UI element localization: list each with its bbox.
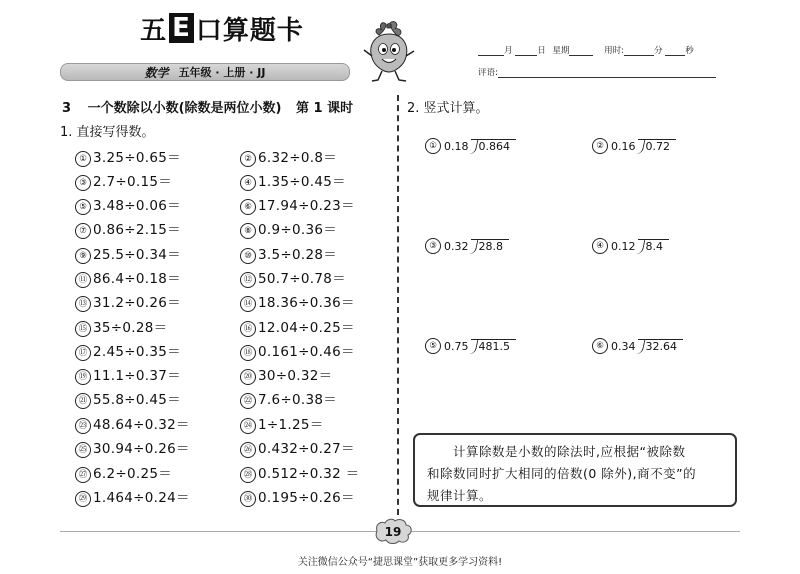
oral-problem: ⑳ 30÷0.32＝ <box>240 364 332 385</box>
dividend: 0.72 <box>638 139 677 154</box>
second-blank[interactable] <box>665 45 685 56</box>
mascot-illustration <box>360 20 418 84</box>
long-division-problem: ③ 0.32 28.8 <box>425 238 509 254</box>
oral-problem: ㉑ 55.8÷0.45＝ <box>75 388 181 409</box>
time-used-label: 用时: <box>604 46 625 56</box>
oral-problem: ㉗ 6.2÷0.25＝ <box>75 462 172 483</box>
long-division-problem: ⑤ 0.75 481.5 <box>425 338 516 354</box>
long-division-problem: ⑥ 0.34 32.64 <box>592 338 683 354</box>
oral-problem: ㉙ 1.464÷0.24＝ <box>75 486 190 507</box>
oral-problem: ⑯ 12.04÷0.25＝ <box>240 316 355 337</box>
minute-blank[interactable] <box>624 45 654 56</box>
oral-problem: ⑧ 0.9÷0.36＝ <box>240 218 337 239</box>
subject-label: 数学 <box>144 65 169 80</box>
oral-problem: ㉓ 48.64÷0.32＝ <box>75 413 190 434</box>
tip-box <box>413 433 737 507</box>
oral-problem: ⑥ 17.94÷0.23＝ <box>240 194 355 215</box>
lesson-number: 3 <box>62 101 72 116</box>
divisor: 0.75 <box>444 339 469 353</box>
oral-problem: ㉒ 7.6÷0.38＝ <box>240 388 337 409</box>
oral-problem: ⑲ 11.1÷0.37＝ <box>75 364 181 385</box>
oral-problem: ⑭ 18.36÷0.36＝ <box>240 291 355 312</box>
oral-problem: ⑦ 0.86÷2.15＝ <box>75 218 181 239</box>
tip-line-2: 和除数同时扩大相同的倍数(0 除外),商不变”的 <box>427 466 697 481</box>
footer-note: 关注微信公众号“捷思课堂”获取更多学习资料! <box>297 557 503 568</box>
comment-label: 评语: <box>478 68 498 78</box>
lesson-name: 一个数除以小数(除数是两位小数) <box>87 101 282 116</box>
week-blank[interactable] <box>569 45 593 56</box>
long-division-problem: ② 0.16 0.72 <box>592 138 676 154</box>
oral-problem: ① 3.25÷0.65＝ <box>75 146 181 167</box>
dividend: 8.4 <box>638 239 670 254</box>
section2-title: 2. 竖式计算。 <box>407 101 489 116</box>
tip-line-1: 计算除数是小数的除法时,应根据“被除数 <box>453 444 686 459</box>
date-fields <box>478 44 694 56</box>
oral-problem: ⑨ 25.5÷0.34＝ <box>75 243 181 264</box>
lesson-period: 第 1 课时 <box>296 101 354 116</box>
oral-problem: ⑪ 86.4÷0.18＝ <box>75 267 181 288</box>
comment-blank[interactable] <box>498 67 716 78</box>
oral-problem: ⑰ 2.45÷0.35＝ <box>75 340 181 361</box>
divisor: 0.16 <box>611 139 636 153</box>
brand-title <box>127 8 317 48</box>
oral-problem: ⑬ 31.2÷0.26＝ <box>75 291 181 312</box>
dividend: 28.8 <box>471 239 510 254</box>
oral-problem: ③ 2.7÷0.15＝ <box>75 170 172 191</box>
comment-field <box>478 66 716 78</box>
page-number: 19 <box>384 525 402 539</box>
oral-problem: ⑮ 35÷0.28＝ <box>75 316 167 337</box>
oral-problem: ⑩ 3.5÷0.28＝ <box>240 243 337 264</box>
oral-problem: ⑱ 0.161÷0.46＝ <box>240 340 355 361</box>
divisor: 0.34 <box>611 339 636 353</box>
oral-problem: ㉕ 30.94÷0.26＝ <box>75 437 190 458</box>
brand-prefix: 五 <box>140 15 168 46</box>
long-division-problem: ① 0.18 0.864 <box>425 138 516 154</box>
day-label: 日 <box>537 46 546 56</box>
divisor: 0.12 <box>611 239 636 253</box>
dividend: 32.64 <box>638 339 684 354</box>
minute-label: 分 <box>654 46 663 56</box>
oral-problem: ④ 1.35÷0.45＝ <box>240 170 346 191</box>
oral-problem: ㉘ 0.512÷0.32 ＝ <box>240 462 359 483</box>
oral-problem: ⑤ 3.48÷0.06＝ <box>75 194 181 215</box>
oral-problem: ⑫ 50.7÷0.78＝ <box>240 267 346 288</box>
brand-suffix: 口算题卡 <box>195 15 304 46</box>
long-division-problem: ④ 0.12 8.4 <box>592 238 669 254</box>
dividend: 0.864 <box>471 139 517 154</box>
divisor: 0.18 <box>444 139 469 153</box>
oral-problem: ㉖ 0.432÷0.27＝ <box>240 437 355 458</box>
month-label: 月 <box>504 46 513 56</box>
column-divider <box>397 95 399 515</box>
week-label: 星期 <box>552 46 570 56</box>
oral-problem: ② 6.32÷0.8＝ <box>240 146 337 167</box>
page-number-badge <box>373 518 413 544</box>
section1-title: 1. 直接写得数。 <box>60 125 155 140</box>
divisor: 0.32 <box>444 239 469 253</box>
grade-info: 五年级 · 上册 · JJ <box>178 66 266 79</box>
day-blank[interactable] <box>515 45 537 56</box>
subject-bar <box>60 63 350 81</box>
tip-line-3: 规律计算。 <box>427 488 493 503</box>
oral-problem: ㉔ 1÷1.25＝ <box>240 413 324 434</box>
dividend: 481.5 <box>471 339 517 354</box>
brand-letter: E <box>169 13 194 43</box>
oral-problem: ㉚ 0.195÷0.26＝ <box>240 486 355 507</box>
second-label: 秒 <box>685 46 694 56</box>
month-blank[interactable] <box>478 45 504 56</box>
lesson-title <box>62 97 353 116</box>
